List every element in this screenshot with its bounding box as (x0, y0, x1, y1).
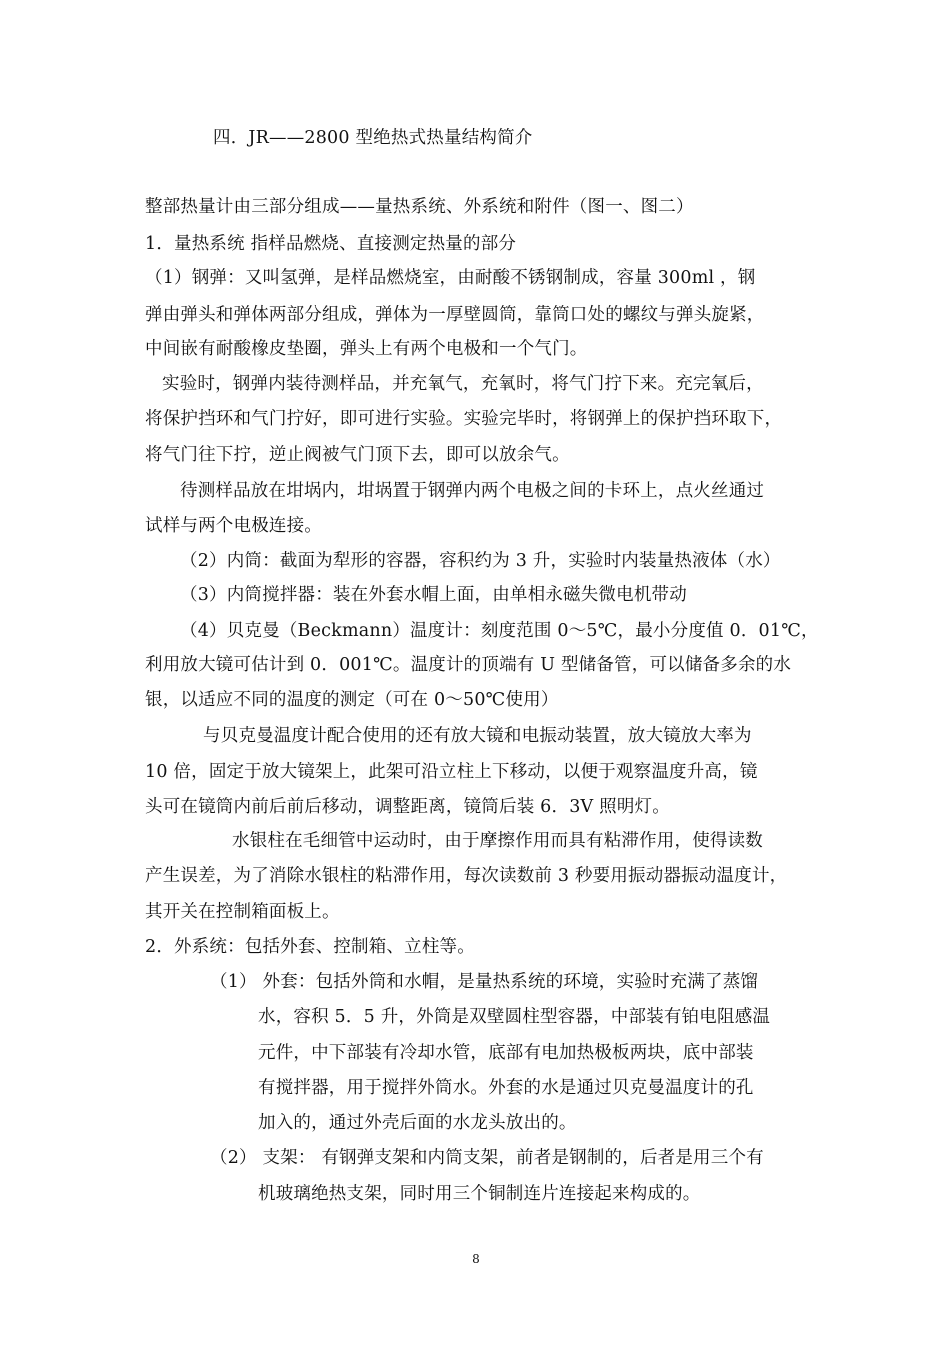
text-line: 中间嵌有耐酸橡皮垫圈，弹头上有两个电极和一个气门。 (145, 339, 588, 359)
text-line: 1．量热系统 指样品燃烧、直接测定热量的部分 (145, 234, 517, 254)
text-line: 与贝克曼温度计配合使用的还有放大镜和电振动装置，放大镜放大率为 (203, 726, 752, 746)
text-line: 将保护挡环和气门拧好，即可进行实验。实验完毕时，将钢弹上的保护挡环取下， (145, 409, 783, 429)
text-line: 产生误差，为了消除水银柱的粘滞作用，每次读数前 3 秒要用振动器振动温度计， (145, 866, 788, 886)
text-line: 有搅拌器，用于搅拌外筒水。外套的水是通过贝克曼温度计的孔 (258, 1078, 754, 1098)
page-number: 8 (472, 1252, 480, 1266)
text-line: 整部热量计由三部分组成——量热系统、外系统和附件（图一、图二） (145, 197, 694, 217)
text-line: （1）钢弹：又叫氢弹，是样品燃烧室，由耐酸不锈钢制成，容量 300ml ，钢 (145, 268, 756, 288)
text-line: （4）贝克曼（Beckmann）温度计：刻度范围 0～5℃，最小分度值 0．01℃， (180, 621, 819, 641)
text-line: 10 倍，固定于放大镜架上，此架可沿立柱上下移动，以便于观察温度升高，镜 (145, 762, 758, 782)
text-line: 其开关在控制箱面板上。 (145, 902, 340, 922)
text-line: （1） 外套：包括外筒和水帽，是量热系统的环境，实验时充满了蒸馏 (210, 972, 759, 992)
text-line: 待测样品放在坩埚内，坩埚置于钢弹内两个电极之间的卡环上，点火丝通过 (180, 481, 765, 501)
text-line: （2）内筒：截面为犁形的容器，容积约为 3 升，实验时内装量热液体（水） (180, 551, 781, 571)
text-line: 水银柱在毛细管中运动时，由于摩擦作用而具有粘滞作用，使得读数 (232, 831, 763, 851)
text-line: 实验时，钢弹内装待测样品，并充氧气，充氧时，将气门拧下来。充完氧后， (162, 374, 764, 394)
text-line: 银，以适应不同的温度的测定（可在 0～50℃使用） (145, 690, 559, 710)
section-heading: 四．JR——2800 型绝热式热量结构简介 (213, 128, 533, 148)
text-line: 将气门往下拧，逆止阀被气门顶下去，即可以放余气。 (145, 445, 570, 465)
text-line: 弹由弹头和弹体两部分组成，弹体为一厚壁圆筒，靠筒口处的螺纹与弹头旋紧， (145, 305, 765, 325)
text-line: （2） 支架： 有钢弹支架和内筒支架，前者是钢制的，后者是用三个有 (210, 1148, 764, 1168)
text-line: 利用放大镜可估计到 0．001℃。温度计的顶端有 U 型储备管，可以储备多余的水 (145, 655, 792, 675)
text-line: 元件，中下部装有冷却水管，底部有电加热极板两块，底中部装 (258, 1043, 754, 1063)
text-line: 头可在镜筒内前后前后移动，调整距离，镜筒后装 6．3V 照明灯。 (145, 797, 670, 817)
text-line: （3）内筒搅拌器：装在外套水帽上面，由单相永磁失微电机带动 (180, 585, 687, 605)
text-line: 水，容积 5．5 升，外筒是双壁圆柱型容器，中部装有铂电阻感温 (258, 1007, 771, 1027)
text-line: 试样与两个电极连接。 (145, 516, 322, 536)
text-line: 机玻璃绝热支架，同时用三个铜制连片连接起来构成的。 (258, 1184, 701, 1204)
text-line: 加入的，通过外壳后面的水龙头放出的。 (258, 1113, 577, 1133)
text-line: 2．外系统：包括外套、控制箱、立柱等。 (145, 937, 475, 957)
